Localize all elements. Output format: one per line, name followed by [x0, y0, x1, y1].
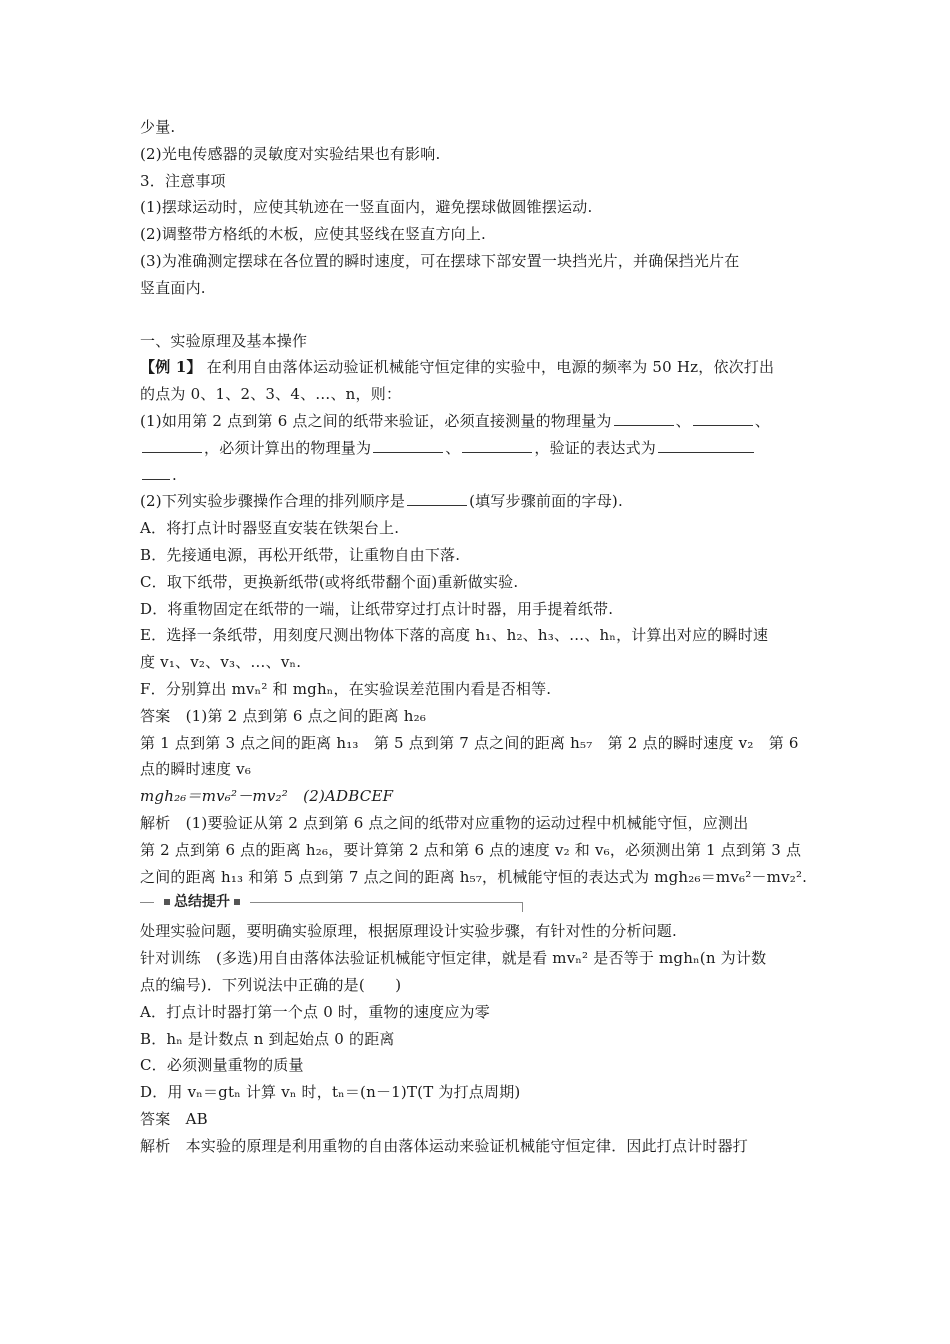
option-b: B．hₙ 是计数点 n 到起始点 0 的距离: [140, 1029, 395, 1048]
summary-label-box: [154, 892, 250, 912]
summary-rule-end: [518, 902, 523, 912]
intro-line: 少量.: [140, 118, 176, 136]
training-analysis: 解析 本实验的原理是利用重物的自由落体运动来验证机械能守恒定律．因此打点计时器打: [140, 1136, 749, 1155]
note-item: 竖直面内.: [140, 278, 206, 297]
step-f: F．分别算出 mvₙ² 和 mghₙ，在实验误差范围内看是否相等.: [140, 679, 552, 698]
training-question: 点的编号)．下列说法中正确的是( ): [140, 975, 402, 994]
part1-text: ，必须计算出的物理量为: [204, 438, 372, 457]
step-e: E．选择一条纸带，用刻度尺测出物体下落的高度 h₁、h₂、h₃、…、hₙ，计算出对应的瞬时速: [140, 626, 769, 645]
step-e-cont: 度 v₁、v₂、v₃、…、vₙ.: [140, 653, 302, 672]
step-b: B．先接通电源，再松开纸带，让重物自由下落.: [140, 545, 461, 564]
answer-formula: mgh₂₆＝mv₆²－mv₂² (2)ADBCEF: [140, 787, 394, 806]
answer-blank: [373, 438, 443, 453]
answer-blank: [142, 465, 170, 480]
example-part-1-end: [140, 462, 815, 489]
option-d: D．用 vₙ＝gtₙ 计算 vₙ 时，tₙ＝(n－1)T(T 为打点周期): [140, 1083, 521, 1102]
document-page: [140, 114, 815, 1159]
note-item: (3)为准确测定摆球在各位置的瞬时速度，可在摆球下部安置一块挡光片，并确保挡光片在: [140, 251, 740, 270]
option-c: C．必须测量重物的质量: [140, 1056, 304, 1075]
step-c: C．取下纸带，更换新纸带(或将纸带翻个面)重新做实验.: [140, 572, 519, 591]
section-heading: 一、实验原理及基本操作: [140, 331, 308, 350]
example-part-1-cont: [140, 435, 815, 462]
part1-text: (1)如用第 2 点到第 6 点之间的纸带来验证，必须直接测量的物理量为: [140, 411, 612, 430]
note-item: (2)调整带方格纸的木板，应使其竖线在竖直方向上.: [140, 225, 487, 244]
answer-line: 第 1 点到第 3 点之间的距离 h₁₃ 第 5 点到第 7 点之间的距离 h₅₇ 第 2 点的瞬时速度 v₂ 第 6: [140, 733, 799, 752]
separator: 、: [445, 438, 461, 457]
answer-blank: [462, 438, 532, 453]
answer-line: 点的瞬时速度 v₆: [140, 760, 252, 779]
square-bullet-icon: [234, 899, 240, 905]
part1-text: ，验证的表达式为: [534, 438, 657, 457]
part2-text: (填写步骤前面的字母).: [469, 492, 623, 511]
notes-heading: 3．注意事项: [140, 171, 226, 190]
answer-blank: [658, 438, 754, 453]
option-a: A．打点计时器打第一个点 0 时，重物的速度应为零: [140, 1002, 490, 1021]
example-question-line: 的点为 0、1、2、3、4、…、n，则：: [140, 385, 402, 404]
summary-label: 总结提升: [174, 894, 230, 911]
note-item: (1)摆球运动时，应使其轨迹在一竖直面内，避免摆球做圆锥摆运动.: [140, 198, 593, 217]
summary-header: [140, 892, 815, 914]
answer-blank: [693, 411, 753, 426]
square-bullet-icon: [164, 899, 170, 905]
part2-text: (2)下列实验步骤操作合理的排列顺序是: [140, 492, 406, 511]
training-question: 针对训练 (多选)用自由落体法验证机械能守恒定律，就是看 mvₙ² 是否等于 mghₙ(n 为计数: [140, 949, 767, 968]
answer-blank: [614, 411, 674, 426]
analysis-line: 解析 (1)要验证从第 2 点到第 6 点之间的纸带对应重物的运动过程中机械能守恒，应测出: [140, 813, 749, 832]
analysis-line: 之间的距离 h₁₃ 和第 5 点到第 7 点之间的距离 h₅₇，机械能守恒的表达式为 mgh₂₆＝mv₆²－mv₂².: [140, 867, 808, 886]
example-part-1: [140, 408, 815, 435]
summary-text: 处理实验问题，要明确实验原理，根据原理设计实验步骤，有针对性的分析问题.: [140, 922, 677, 941]
separator: 、: [754, 411, 771, 430]
answer-blank: [142, 438, 202, 453]
separator: 、: [675, 411, 691, 430]
example-part-2: [140, 488, 815, 515]
analysis-line: 第 2 点到第 6 点的距离 h₂₆，要计算第 2 点和第 6 点的速度 v₂ 和 v₆，必须测出第 1 点到第 3 点: [140, 840, 802, 859]
intro-line: (2)光电传感器的灵敏度对实验结果也有影响.: [140, 144, 441, 163]
step-d: D．将重物固定在纸带的一端，让纸带穿过打点计时器，用手提着纸带.: [140, 599, 614, 618]
example-tag: 【例 1】: [140, 358, 202, 377]
example-question-text: 在利用自由落体运动验证机械能守恒定律的实验中，电源的频率为 50 Hz，依次打出: [206, 358, 775, 377]
answer-line: 答案 (1)第 2 点到第 6 点之间的距离 h₂₆: [140, 706, 427, 725]
step-a: A．将打点计时器竖直安装在铁架台上.: [140, 519, 400, 538]
training-answer: 答案 AB: [140, 1109, 208, 1128]
example-question-line: [140, 354, 815, 381]
period: .: [172, 465, 177, 484]
answer-blank: [407, 491, 467, 506]
